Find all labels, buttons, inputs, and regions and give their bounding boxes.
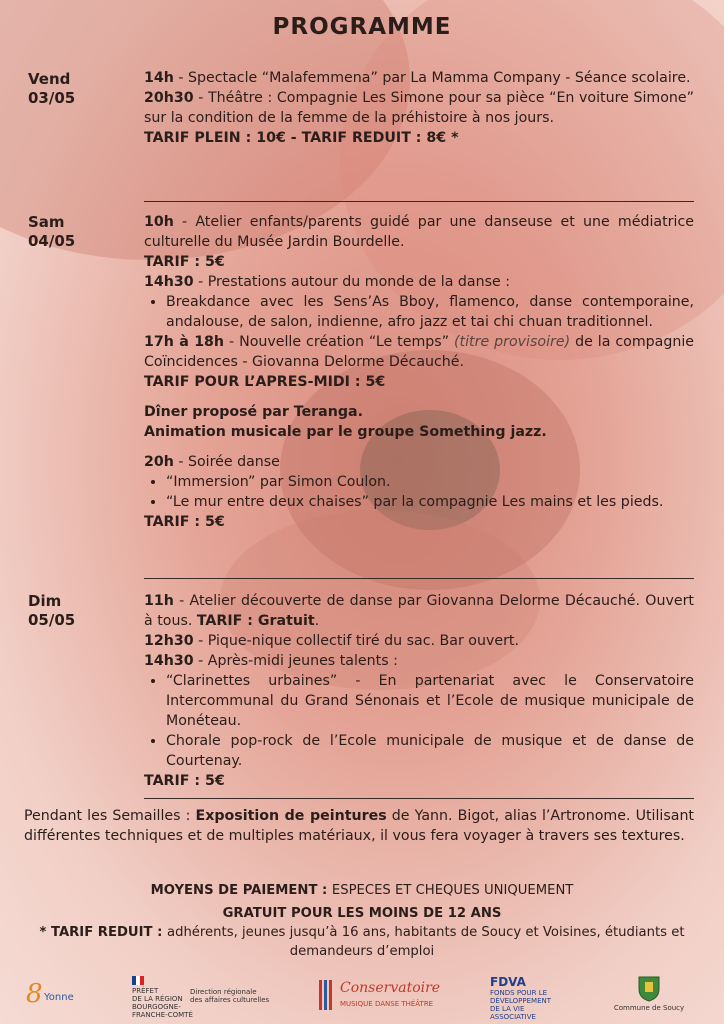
- list-item: • “Clarinettes urbaines” - En partenariat avec le Conservatoire Intercommunal du Grand Sénonais et l’Ecole de musique municipale de Monéteau.: [166, 671, 694, 731]
- price-line: TARIF : 5€: [144, 254, 225, 270]
- conservatoire-bars-icon: [318, 978, 334, 1012]
- music-line: Animation musicale par le groupe Something jazz.: [144, 424, 547, 440]
- bullet-list: [144, 292, 694, 332]
- coat-of-arms-icon: [638, 976, 660, 1002]
- price-line: TARIF PLEIN : 10€ - TARIF REDUIT : 8€ *: [144, 130, 459, 146]
- event-entry: 14h30 - Prestations autour du monde de la danse :: [144, 274, 511, 290]
- day-saturday-label: Sam 04/05: [28, 213, 76, 250]
- free-line: GRATUIT POUR LES MOINS DE 12 ANS: [222, 906, 502, 921]
- soucy-logo: Commune de Soucy: [604, 976, 694, 1012]
- day-friday-content: [144, 68, 694, 148]
- list-item: • “Immersion” par Simon Coulon.: [166, 472, 694, 492]
- event-entry: 20h30 - Théâtre : Compagnie Les Simone pour sa pièce “En voiture Simone” sur la condition de la femme de la préhistoire à nos jours.: [144, 90, 694, 126]
- bullet-list: [144, 671, 694, 771]
- divider: [144, 798, 694, 799]
- day-sunday-label: Dim 05/05: [28, 592, 76, 629]
- bullet-list: [144, 472, 694, 512]
- svg-text:8: 8: [26, 979, 43, 1008]
- partner-logos: 8 Yonne PRÉFET DE LA RÉGION BOURGOGNE- FRANCHE-COMTÉ Direction régionale des affaires culturelles Conservatoire MUSIQUE DANSE THÉÂTRE FDVA FONDS POUR LE DÉVELOPPEMENT DE LA VIE ASSOCIATIVE Commune de Soucy: [0, 972, 724, 1024]
- event-entry: 12h30 - Pique-nique collectif tiré du sac. Bar ouvert.: [144, 633, 519, 649]
- list-item: • Breakdance avec les Sens’As Bboy, flamenco, danse contemporaine, andalouse, de salon, indienne, afro jazz et tai chi chuan traditionnel.: [166, 292, 694, 332]
- day-friday-label: Vend 03/05: [28, 70, 76, 107]
- yonne-logo: 8 Yonne: [26, 979, 74, 1008]
- drac-logo: Direction régionale des affaires culturelles: [190, 988, 270, 1004]
- price-line: TARIF : 5€: [144, 773, 225, 789]
- event-entry: 10h - Atelier enfants/parents guidé par une danseuse et une médiatrice culturelle du Musée Jardin Bourdelle.: [144, 214, 694, 250]
- price-line: TARIF POUR L’APRES-MIDI : 5€: [144, 374, 386, 390]
- fdva-logo: FDVA FONDS POUR LE DÉVELOPPEMENT DE LA VIE ASSOCIATIVE: [490, 975, 552, 1021]
- page-title: PROGRAMME: [272, 14, 452, 40]
- day-saturday-content: [144, 212, 694, 532]
- list-item: • Chorale pop-rock de l’Ecole municipale de musique et de danse de Courtenay.: [166, 731, 694, 771]
- dinner-line: Dîner proposé par Teranga.: [144, 404, 363, 420]
- divider: [144, 201, 694, 202]
- day-sunday-content: [144, 591, 694, 791]
- divider: [144, 578, 694, 579]
- exhibition-text: Pendant les Semailles : Exposition de peintures de Yann. Bigot, alias l’Artronome. Utilisant différentes techniques et de multiples matériaux, il vous fera voyager à travers ses textures.: [24, 808, 694, 844]
- prefet-logo: PRÉFET DE LA RÉGION BOURGOGNE- FRANCHE-COMTÉ: [132, 976, 193, 1019]
- event-entry: 17h à 18h - Nouvelle création “Le temps” (titre provisoire) de la compagnie Coïncidences - Giovanna Delorme Décauché.: [144, 334, 695, 370]
- reduced-line: * TARIF REDUIT : adhérents, jeunes jusqu’à 16 ans, habitants de Soucy et Voisines, étudiants et demandeurs d’emploi: [39, 925, 685, 959]
- event-entry: 14h - Spectacle “Malafemmena” par La Mamma Company - Séance scolaire.: [144, 70, 691, 86]
- event-entry: 20h - Soirée danse: [144, 454, 280, 470]
- list-item: • “Le mur entre deux chaises” par la compagnie Les mains et les pieds.: [166, 492, 694, 512]
- payment-line: MOYENS DE PAIEMENT : ESPECES ET CHEQUES UNIQUEMENT: [150, 883, 574, 898]
- event-entry: 11h - Atelier découverte de danse par Giovanna Delorme Décauché. Ouvert à tous. TARIF : Gratuit.: [144, 593, 694, 629]
- price-line: TARIF : 5€: [144, 514, 225, 530]
- marianne-flag-icon: [132, 976, 144, 985]
- event-entry: 14h30 - Après-midi jeunes talents :: [144, 653, 398, 669]
